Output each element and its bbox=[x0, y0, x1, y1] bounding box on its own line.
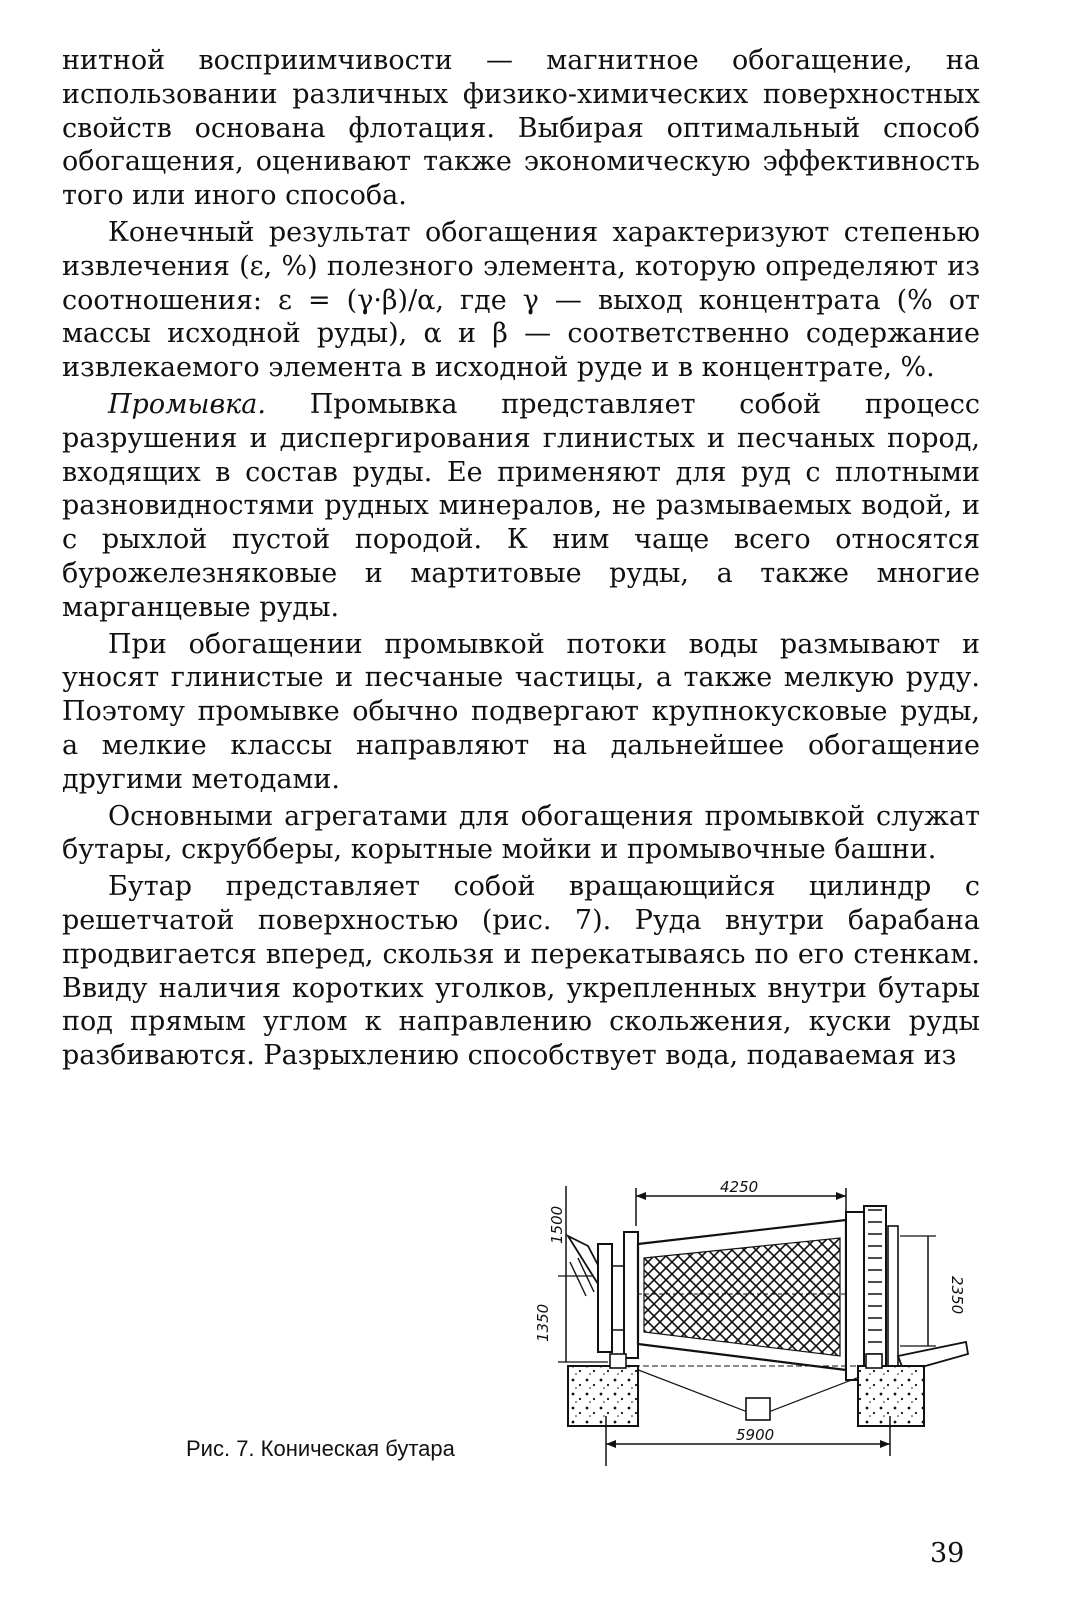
paragraph-3 bbox=[62, 388, 980, 625]
page-number: 39 bbox=[930, 1538, 965, 1569]
paragraph-4-text: При обогащении промывкой потоки воды размывают и уносят глинистые и песчаные частицы, а также мелкую руду. Поэтому промывке обычно подвергают крупнокусковые руды, а мелкие классы направляют на дальнейшее обогащение другими методами. bbox=[62, 628, 980, 795]
figure-conical-trommel bbox=[528, 1166, 988, 1484]
conical-drum bbox=[638, 1220, 846, 1370]
dimension-left-upper-label: 1500 bbox=[548, 1205, 566, 1244]
dimension-top-label: 4250 bbox=[720, 1178, 759, 1196]
paragraph-5-text: Основными агрегатами для обогащения промывкой служат бутары, скрубберы, корытные мойки и промывочные башни. bbox=[62, 800, 980, 866]
paragraph-3-italic-lead: Промывка. bbox=[108, 388, 266, 420]
dimension-right bbox=[900, 1236, 966, 1346]
figure-caption: Рис. 7. Коническая бутара bbox=[186, 1436, 455, 1461]
paragraph-1 bbox=[62, 44, 980, 213]
paragraph-6-text: Бутар представляет собой вращающийся цилиндр с решетчатой поверхностью (рис. 7). Руда внутри барабана продвигается вперед, скользя и перекатываясь по его стенкам. Ввиду наличия коротких уголков, укрепленных внутри бутары под прямым углом к направлению скольжения, куски руды разбиваются. Разрыхлению способствует вода, подаваемая из bbox=[62, 871, 980, 1072]
body-text bbox=[62, 44, 980, 1073]
paragraph-5 bbox=[62, 800, 980, 868]
left-flange bbox=[598, 1232, 638, 1358]
dimension-bottom-label: 5900 bbox=[736, 1426, 775, 1444]
paragraph-2-text: Конечный результат обогащения характеризуют степенью извлечения (ε, %) полезного элемента, которую определяют из соотношения: ε = (γ·β)/α, где γ — выход концентрата (% от массы исходной руды), α и β — соответственно содержание извлекаемого элемента в исходной руде и в концентрате, %. bbox=[62, 216, 980, 384]
dimension-left-lower-label: 1350 bbox=[534, 1303, 552, 1342]
paragraph-6 bbox=[62, 870, 980, 1073]
dimension-bottom bbox=[606, 1416, 890, 1466]
dimension-top bbox=[636, 1178, 846, 1226]
paragraph-1-text: нитной восприимчивости — магнитное обогащение, на использовании различных физико-химических поверхностных свойств основана флотация. Выбирая оптимальный способ обогащения, оценивают также экономическую эффективность того или иного способа. bbox=[62, 45, 980, 212]
paragraph-3-text: Промывка представляет собой процесс разрушения и диспергирования глинистых и песчаных пород, входящих в состав руды. Ее применяют для руд с плотными разновидностями рудных минералов, не размываемых водой, и с рыхлой пустой породой. К ним чаще всего относятся бурожелезняковые и мартитовые руды, а также многие марганцевые руды. bbox=[62, 388, 980, 623]
paragraph-4 bbox=[62, 628, 980, 797]
paragraph-2 bbox=[62, 216, 980, 385]
trommel-drawing bbox=[528, 1166, 988, 1484]
dimension-right-label: 2350 bbox=[948, 1276, 966, 1315]
